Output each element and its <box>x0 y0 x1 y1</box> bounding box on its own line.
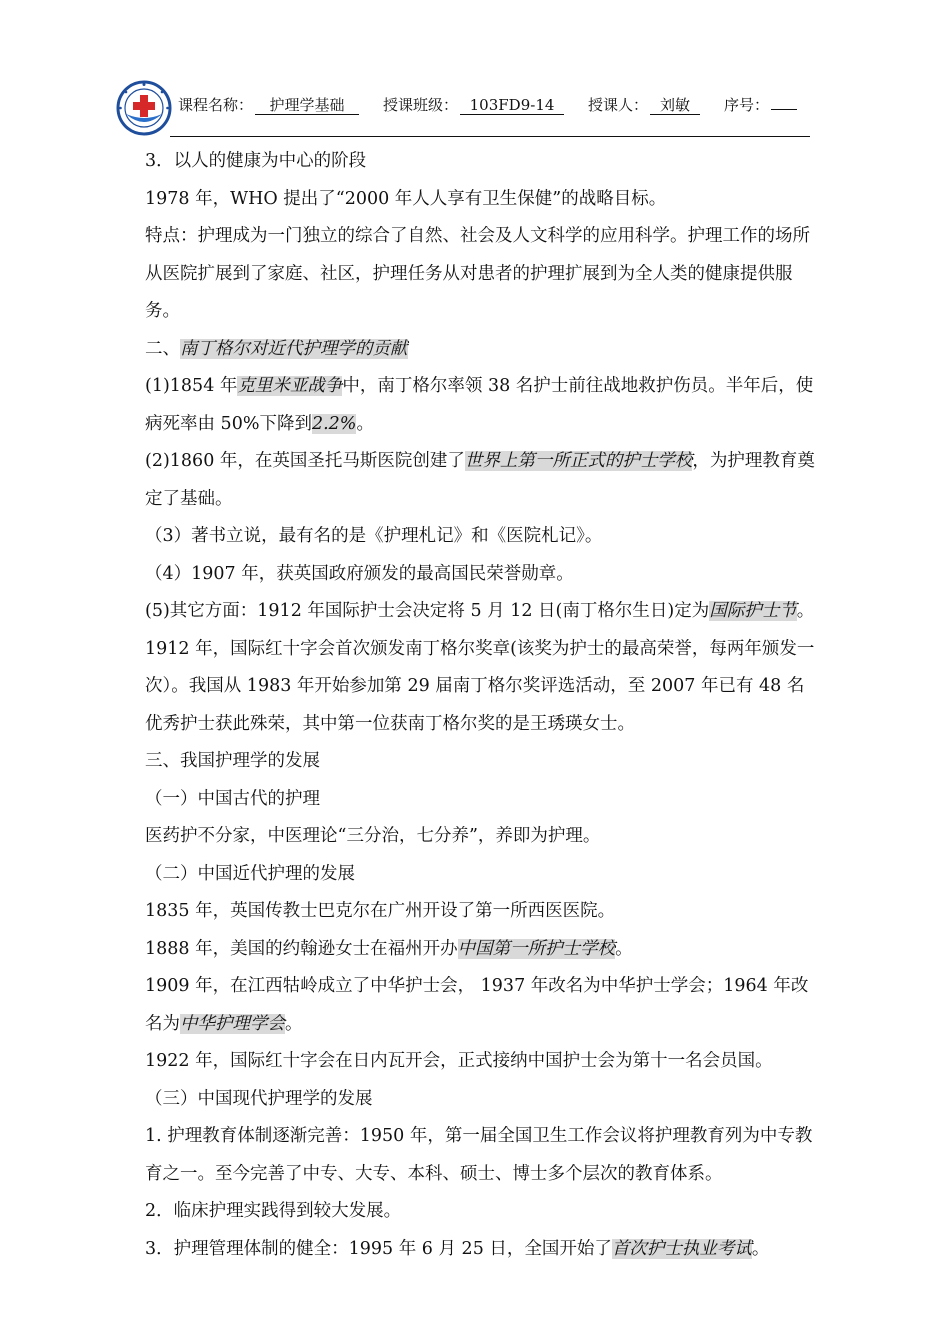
paragraph: 特点：护理成为一门独立的综合了自然、社会及人文科学的应用科学。护理工作的场所从医院扩展到了家庭、社区，护理任务从对患者的护理扩展到为全人类的健康提供服务。 <box>145 226 810 321</box>
seq-value <box>771 109 797 110</box>
header-divider <box>170 136 810 137</box>
paragraph: 1835 年，英国传教士巴克尔在广州开设了第一所西医医院。 <box>145 901 616 921</box>
paragraph: （3）著书立说，最有名的是《护理札记》和《医院札记》。 <box>145 526 603 546</box>
highlighted-text: 克里米亚战争 <box>237 376 343 396</box>
text-run: 。 <box>285 1013 303 1034</box>
paragraph <box>145 593 815 743</box>
subsection-heading: （三）中国现代护理学的发展 <box>145 1088 373 1109</box>
highlighted-text: 首次护士执业考试 <box>611 1238 752 1259</box>
school-logo-icon <box>116 80 172 136</box>
class-value: 103FD9-14 <box>460 96 564 115</box>
paragraph: （4）1907 年，获英国政府颁发的最高国民荣誉勋章。 <box>145 563 574 584</box>
highlighted-text: 国际护士节 <box>709 601 797 621</box>
text-run: 中，南丁格尔率领 38 名护士前往战地救护伤员。半年后，使病死率由 50%下降到 <box>145 376 814 434</box>
paragraph: 1978 年，WHO 提出了“2000 年人人享有卫生保健”的战略目标。 <box>145 188 667 209</box>
highlighted-text: 2.2% <box>311 413 357 434</box>
class-label: 授课班级： <box>383 96 459 114</box>
text-run: 3．护理管理体制的健全：1995 年 6 月 25 日，全国开始了 <box>145 1238 612 1259</box>
paragraph: 2．临床护理实践得到较大发展。 <box>145 1201 402 1221</box>
text-run: 1888 年，美国的约翰逊女士在福州开办 <box>145 938 458 959</box>
page-header <box>110 80 810 140</box>
text-run: 1909 年，在江西牯岭成立了中华护士会， 1937 年改名为中华护士学会；1964 年改名为 <box>145 976 809 1034</box>
section-heading: 三、我国护理学的发展 <box>145 751 320 771</box>
text-run: 。 <box>615 938 633 959</box>
course-info <box>178 94 810 115</box>
paragraph <box>145 931 815 969</box>
text-run: (1)1854 年 <box>145 376 238 396</box>
paragraph <box>145 968 815 1043</box>
document-body <box>145 143 815 1268</box>
paragraph: 1. 护理教育体制逐渐完善：1950 年，第一届全国卫生工作会议将护理教育列为中专教育之一。至今完善了中专、大专、本科、硕士、博士多个层次的教育体系。 <box>145 1126 813 1184</box>
paragraph: 3．以人的健康为中心的阶段 <box>145 151 367 171</box>
text-run: (5)其它方面：1912 年国际护士会决定将 5 月 12 日(南丁格尔生日)定为 <box>145 601 710 621</box>
seq-label: 序号： <box>724 96 770 114</box>
paragraph <box>145 368 815 443</box>
text-run: (2)1860 年，在英国圣托马斯医院创建了 <box>145 451 465 471</box>
course-value: 护理学基础 <box>255 96 359 115</box>
heading-number: 二、 <box>145 338 180 359</box>
paragraph <box>145 1231 815 1269</box>
teacher-label: 授课人： <box>588 96 649 114</box>
highlighted-text: 世界上第一所正式的护士学校 <box>464 451 693 471</box>
course-label: 课程名称： <box>178 96 254 114</box>
subsection-heading: （一）中国古代的护理 <box>145 788 320 809</box>
highlighted-text: 中国第一所护士学校 <box>457 938 616 959</box>
highlighted-text: 南丁格尔对近代护理学的贡献 <box>180 338 408 359</box>
paragraph: 医药护不分家，中医理论“三分治，七分养”，养即为护理。 <box>145 826 601 846</box>
text-run: 。 <box>751 1238 770 1259</box>
section-heading <box>145 331 815 369</box>
paragraph <box>145 443 815 518</box>
highlighted-text: 中华护理学会 <box>180 1013 285 1034</box>
subsection-heading: （二）中国近代护理的发展 <box>145 863 355 884</box>
text-run: 。1912 年，国际红十字会首次颁发南丁格尔奖章(该奖为护士的最高荣誉，每两年颁发一次）。我国从 1983 年开始参加第 29 届南丁格尔奖评选活动，至 2007 年已有 48 名优秀护士获此殊荣，其中第一位获南丁格尔奖的是王琇瑛女士。 <box>145 601 815 734</box>
text-run: 。 <box>356 413 374 434</box>
paragraph: 1922 年，国际红十字会在日内瓦开会，正式接纳中国护士会为第十一名会员国。 <box>145 1051 773 1071</box>
text-run: ，为护理教育奠定了基础。 <box>145 451 815 509</box>
teacher-value: 刘敏 <box>650 96 700 115</box>
